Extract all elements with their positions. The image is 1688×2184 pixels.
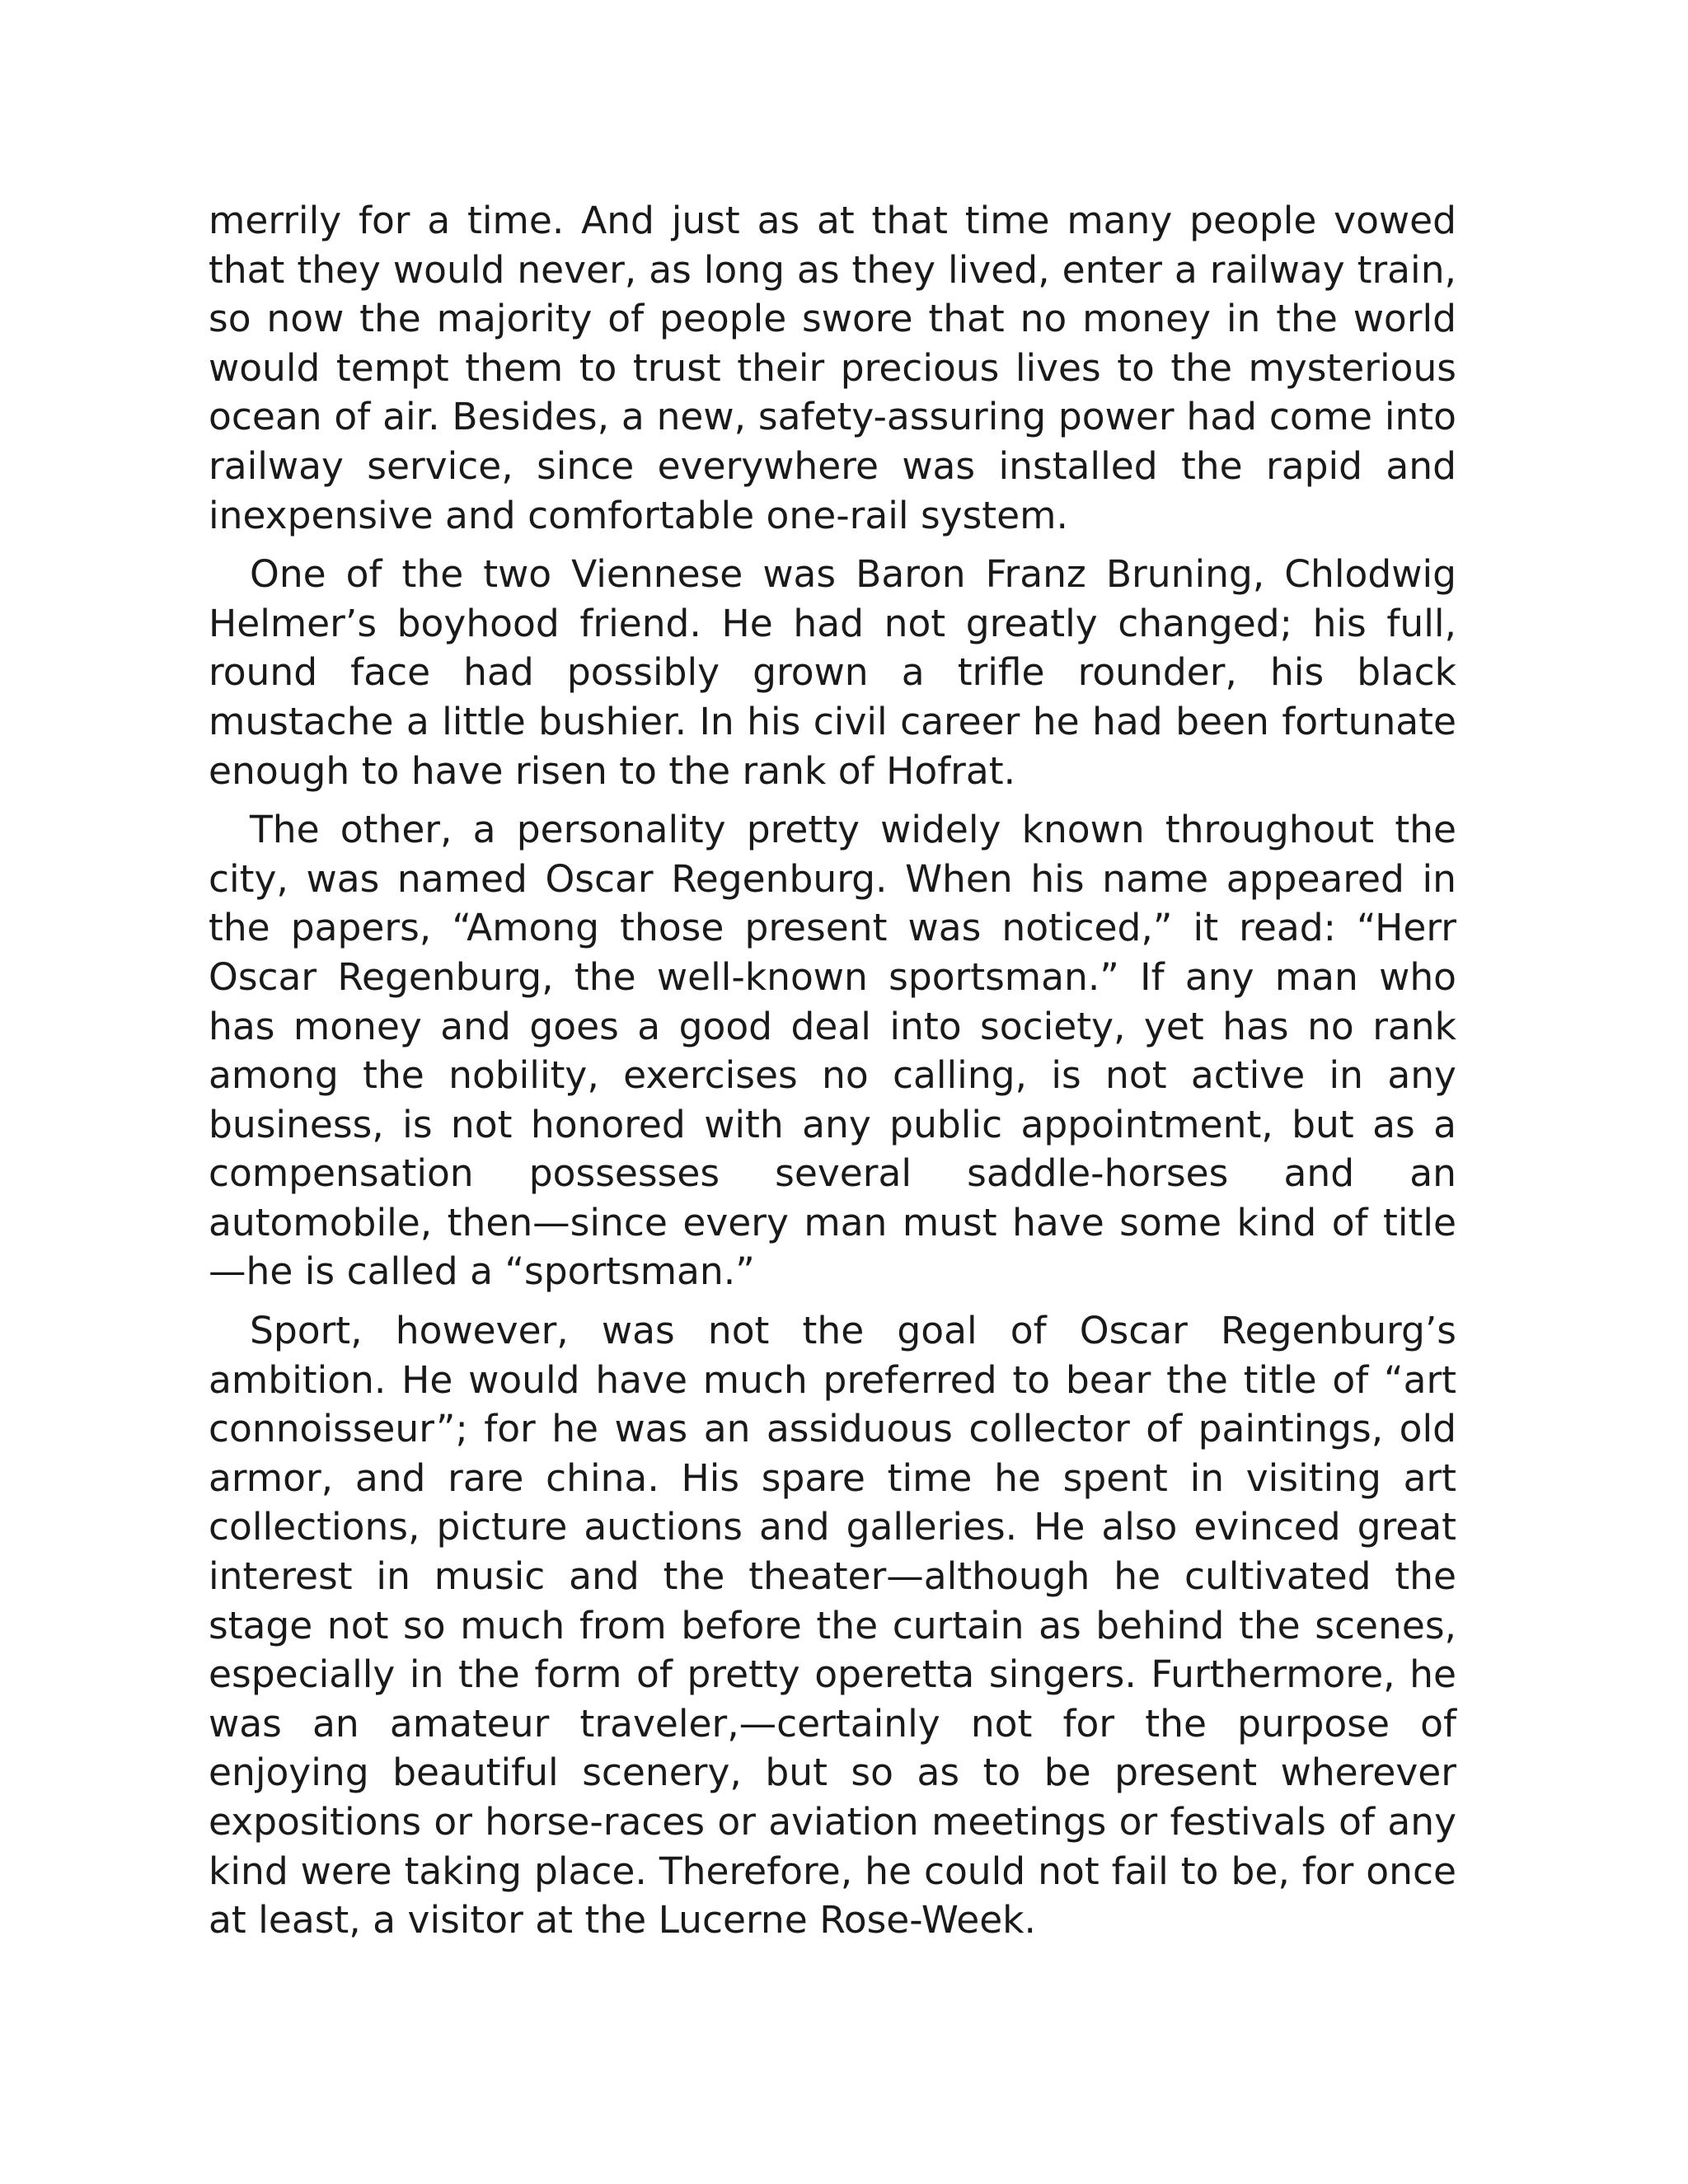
paragraph-bruning: One of the two Viennese was Baron Franz Bruning, Chlodwig Helmer’s boyhood friend. He had not greatly changed; his full, round face had possibly grown a trifle rounder, his black mustache a little bushier. In his civil career he had been fortunate enough to have risen to the rank of Hofrat. — [209, 552, 1456, 793]
paragraph-regenburg: The other, a personality pretty widely known throughout the city, was named Oscar Regenburg. When his name appeared in the papers, “Among those present was noticed,” it read: “Herr Oscar Regenburg, the well-known sportsman.” If any man who has money and goes a good deal into society, yet has no rank among the nobility, exercises no calling, is not active in any business, is not honored with any public appointment, but as a compensation possesses several saddle-horses and an automobile, then—since every man must have some kind of title—he is called a “sportsman.” — [209, 808, 1456, 1294]
paragraph-sport: Sport, however, was not the goal of Oscar Regenburg’s ambition. He would have much preferred to bear the title of “art connoisseur”; for he was an assiduous collector of paintings, old armor, and rare china. His spare time he spent in visiting art collections, picture auctions and galleries. He also evinced great interest in music and the theater—although he cultivated the stage not so much from before the curtain as behind the scenes, especially in the form of pretty operetta singers. Furthermore, he was an amateur traveler,—certainly not for the purpose of enjoying beautiful scenery, but so as to be present wherever expositions or horse-races or aviation meetings or festivals of any kind were taking place. Therefore, he could not fail to be, for once at least, a visitor at the Lucerne Rose-Week. — [209, 1309, 1456, 1943]
paragraph-continued: merrily for a time. And just as at that time many people vowed that they would never, as long as they lived, enter a railway train, so now the majority of people swore that no money in the world would tempt them to trust their precious lives to the mysterious ocean of air. Besides, a new, safety-assuring power had come into railway service, since everywhere was installed the rapid and inexpensive and comfortable one-rail system. — [209, 199, 1456, 537]
page-body — [209, 196, 1456, 1955]
